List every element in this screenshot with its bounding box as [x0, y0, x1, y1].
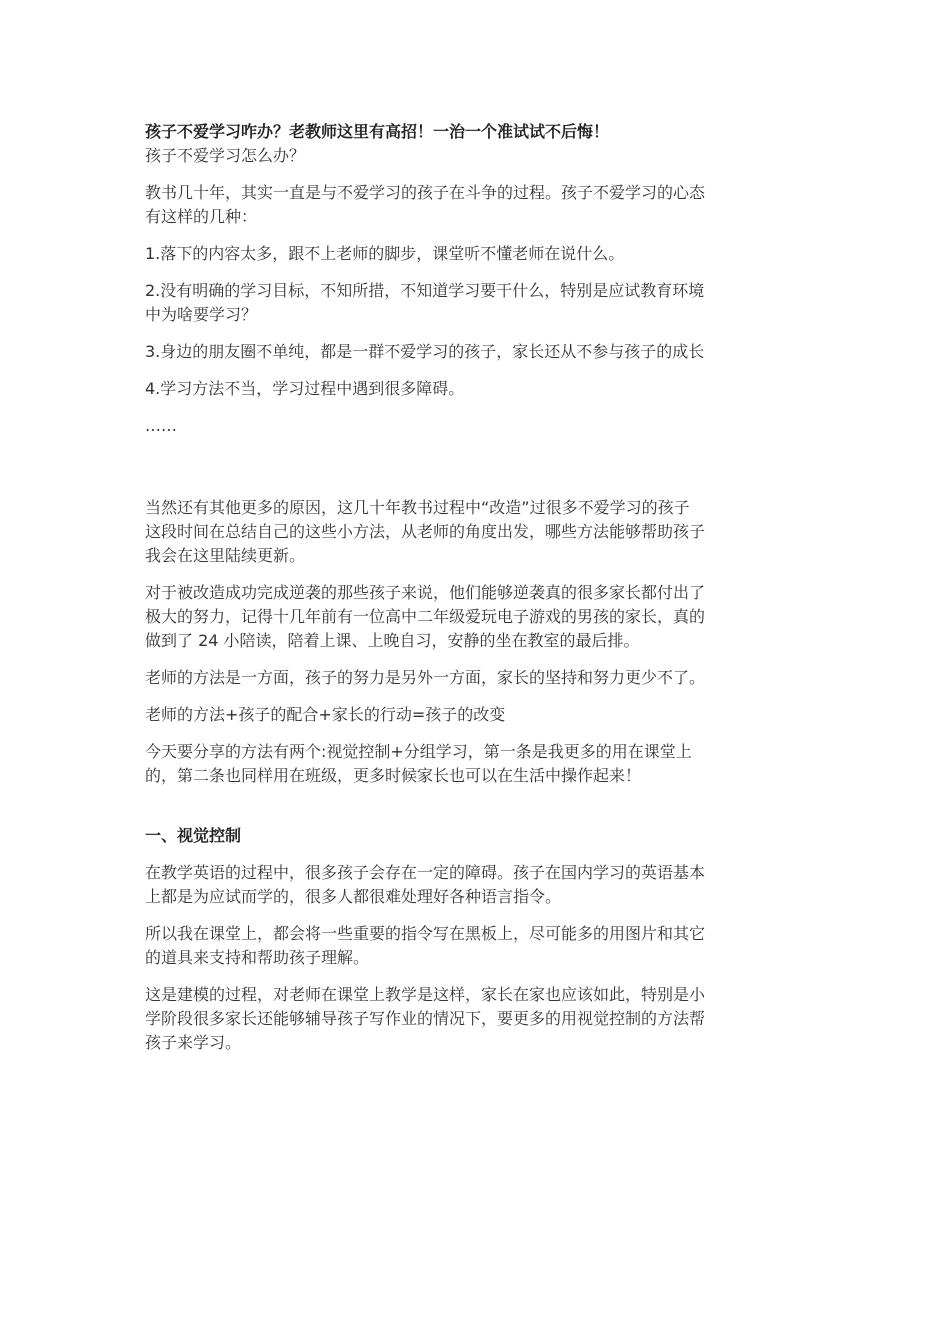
share-paragraph [145, 740, 810, 788]
text-line: 对于被改造成功完成逆袭的那些孩子来说，他们能够逆袭真的很多家长都付出了 [145, 583, 706, 602]
english-paragraph [145, 861, 810, 909]
text-line: 的，第二条也同样用在班级，更多时候家长也可以在生活中操作起来！ [145, 766, 642, 785]
text-line: 的道具来支持和帮助孩子理解。 [145, 948, 370, 967]
text-line: 极大的努力，记得十几年前有一位高中二年级爱玩电子游戏的男孩的家长，真的 [145, 607, 706, 626]
ellipsis: …… [145, 416, 177, 435]
text-line: 有这样的几种： [145, 207, 258, 226]
section-heading: 一、视觉控制 [145, 826, 242, 845]
reason-item-3: 3.身边的朋友圈不单纯，都是一群不爱学习的孩子，家长还从不参与孩子的成长 [145, 342, 705, 361]
blackboard-paragraph [145, 922, 810, 970]
intro-paragraph [145, 181, 810, 229]
article-title: 孩子不爱学习咋办？老教师这里有高招！一治一个准试试不后悔！ [145, 122, 610, 141]
reason-item-1: 1.落下的内容太多，跟不上老师的脚步，课堂听不懂老师在说什么。 [145, 244, 625, 263]
text-line: 上都是为应试而学的，很多人都很难处理好各种语言指令。 [145, 887, 562, 906]
text-line: 做到了 24 小陪读，陪着上课、上晚自习，安静的坐在教室的最后排。 [145, 631, 640, 650]
text-line: 这段时间在总结自己的这些小方法，从老师的角度出发，哪些方法能够帮助孩子 [145, 522, 706, 541]
text-line: 中为啥要学习？ [145, 305, 258, 324]
article-subtitle: 孩子不爱学习怎么办？ [145, 146, 306, 165]
parents-paragraph [145, 581, 810, 653]
reason-item-2 [145, 279, 810, 327]
text-line: 我会在这里陆续更新。 [145, 546, 306, 565]
text-line: 孩子来学习。 [145, 1033, 242, 1052]
text-line: 当然还有其他更多的原因，这几十年教书过程中“改造”过很多不爱学习的孩子 [145, 498, 690, 517]
modeling-paragraph [145, 983, 810, 1055]
reason-item-4: 4.学习方法不当，学习过程中遇到很多障碍。 [145, 379, 465, 398]
document-page [145, 120, 810, 1055]
text-line: 所以我在课堂上，都会将一些重要的指令写在黑板上，尽可能多的用图片和其它 [145, 924, 706, 943]
text-line: 学阶段很多家长还能够辅导孩子写作业的情况下，要更多的用视觉控制的方法帮 [145, 1009, 706, 1028]
text-line: 教书几十年，其实一直是与不爱学习的孩子在斗争的过程。孩子不爱学习的心态 [145, 183, 706, 202]
text-line: 在教学英语的过程中，很多孩子会存在一定的障碍。孩子在国内学习的英语基本 [145, 863, 706, 882]
text-line: 今天要分享的方法有两个:视觉控制+分组学习，第一条是我更多的用在课堂上 [145, 742, 692, 761]
teacher-paragraph: 老师的方法是一方面，孩子的努力是另外一方面，家长的坚持和努力更少不了。 [145, 668, 706, 687]
other-reasons-paragraph [145, 496, 810, 568]
text-line: 这是建模的过程，对老师在课堂上教学是这样，家长在家也应该如此，特别是小 [145, 985, 706, 1004]
formula-line: 老师的方法+孩子的配合+家长的行动=孩子的改变 [145, 705, 506, 724]
text-line: 2.没有明确的学习目标，不知所措，不知道学习要干什么，特别是应试教育环境 [145, 281, 705, 300]
